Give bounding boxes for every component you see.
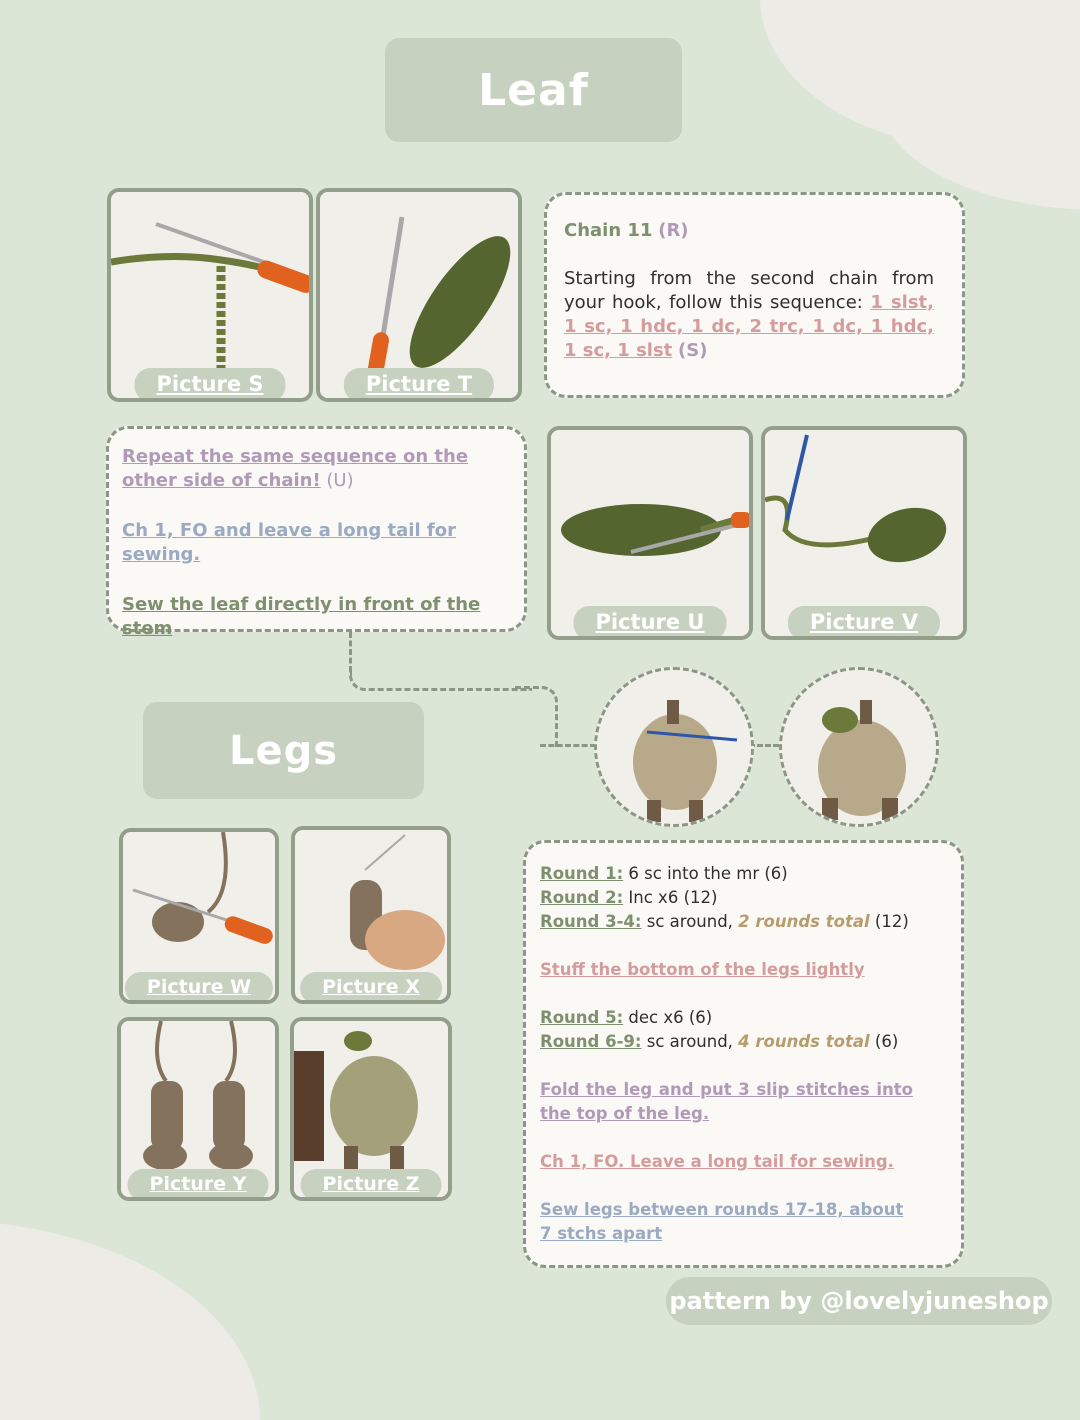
picture-t: [316, 188, 522, 402]
sequence-link: 1 slst, 1 sc, 1 hdc, 1 dc, 2 trc, 1 dc, 1 hdc, 1 sc, 1 slst: [564, 292, 934, 361]
picture-s-caption: Picture S: [134, 368, 285, 402]
leaf-ch1-line: Ch 1, FO and leave a long tail for sewing.: [122, 520, 456, 565]
connector-line-2: [349, 672, 532, 691]
picture-z: [290, 1017, 452, 1201]
legs-title: Legs: [143, 702, 424, 799]
stuff-line: Stuff the bottom of the legs lightly: [540, 960, 865, 979]
picture-u: [547, 426, 753, 640]
picture-y-caption: Picture Y: [128, 1169, 269, 1201]
sequence-paragraph: Starting from the second chain from your hook, follow this sequence: 1 slst, 1 sc, 1 hdc, 1 dc, 2 trc, 1 dc, 1 hdc, 1 sc, 1 slst (S): [564, 268, 934, 361]
finished-leaf-circle-photo: [779, 667, 939, 827]
connector-line-3: [515, 686, 558, 747]
pattern-credit: pattern by @lovelyjuneshop: [666, 1277, 1052, 1325]
repeat-line: Repeat the same sequence on the other side of chain! (U): [122, 446, 469, 491]
round-6-9-line: Round 6-9: sc around, 4 rounds total (6): [540, 1032, 899, 1051]
picture-w-caption: Picture W: [125, 972, 273, 1004]
sewing-leaf-circle-photo: [594, 667, 754, 827]
picture-x-caption: Picture X: [300, 972, 442, 1004]
round-3-4-line: Round 3-4: sc around, 2 rounds total (12): [540, 912, 909, 931]
connector-line-4: [540, 744, 596, 747]
amigurumi-back-photo: [597, 670, 751, 824]
picture-z-caption: Picture Z: [301, 1169, 442, 1201]
picture-y: [117, 1017, 279, 1201]
connector-line-1: [349, 632, 352, 672]
picture-u-caption: Picture U: [574, 606, 727, 640]
picture-w: [119, 828, 279, 1004]
leaf-title: Leaf: [385, 38, 682, 142]
picture-s: [107, 188, 313, 402]
picture-v-caption: Picture V: [788, 606, 940, 640]
chain-instructions-card: [544, 192, 965, 398]
legs-sew-line: Sew legs between rounds 17-18, about 7 stchs apart: [540, 1200, 904, 1243]
repeat-instructions-card: [106, 426, 527, 639]
picture-t-caption: Picture T: [344, 368, 494, 402]
round-1-line: Round 1: 6 sc into the mr (6): [540, 864, 788, 883]
legs-instructions-card: [523, 840, 964, 1268]
round-5-line: Round 5: dec x6 (6): [540, 1008, 713, 1027]
picture-x: [291, 826, 451, 1004]
round-2-line: Round 2: Inc x6 (12): [540, 888, 718, 907]
legs-ch1-line: Ch 1, FO. Leave a long tail for sewing.: [540, 1152, 894, 1171]
fold-line: Fold the leg and put 3 slip stitches into the top of the leg.: [540, 1080, 913, 1123]
leaf-sew-line: Sew the leaf directly in front of the stem: [122, 594, 481, 639]
corner-blob-bottom-left: [0, 1220, 260, 1420]
amigurumi-with-leaf-photo: [782, 670, 936, 824]
picture-v: [761, 426, 967, 640]
chain-line: Chain 11 (R): [564, 220, 689, 241]
